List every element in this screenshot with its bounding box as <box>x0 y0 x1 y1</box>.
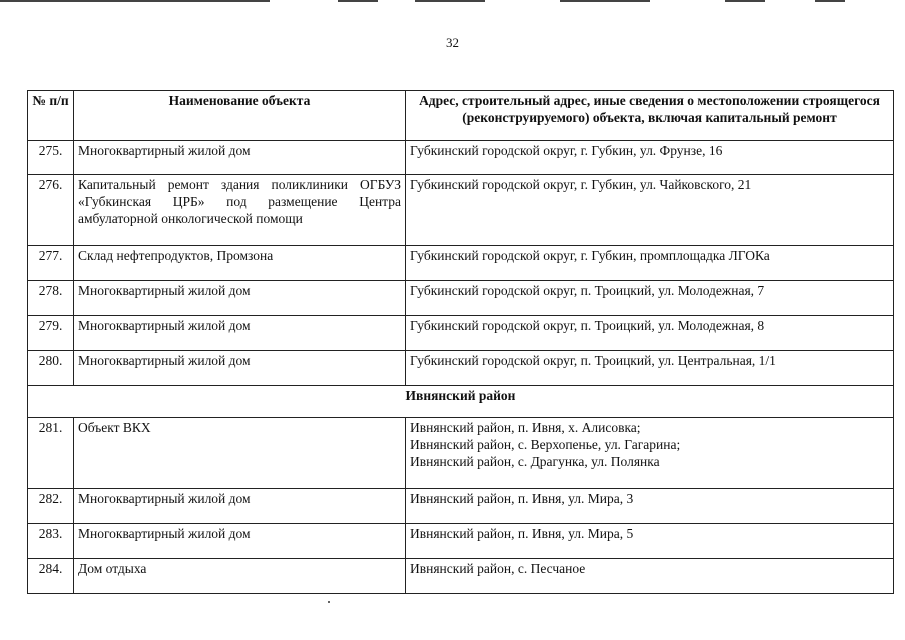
object-address <box>406 316 894 351</box>
object-address <box>406 281 894 316</box>
row-number: 276. <box>28 175 74 246</box>
object-address <box>406 418 894 489</box>
row-number: 284. <box>28 559 74 594</box>
object-name: Капитальный ремонт здания поликлиники ОГБУЗ «Губкинская ЦРБ» под размещение Центра амбулаторной онкологической помощи <box>74 175 406 246</box>
row-number: 275. <box>28 141 74 175</box>
table-row <box>28 175 894 246</box>
page-number: 32 <box>446 35 459 50</box>
district-row <box>28 386 894 418</box>
row-number: 277. <box>28 246 74 281</box>
object-name: Многоквартирный жилой дом <box>74 281 406 316</box>
scan-artifact-line <box>815 0 845 2</box>
scan-artifact-line <box>415 0 485 2</box>
scan-artifact-line <box>725 0 765 2</box>
address-line: Губкинский городской округ, п. Троицкий, ул. Центральная, 1/1 <box>410 353 776 368</box>
table-row <box>28 281 894 316</box>
object-address <box>406 246 894 281</box>
row-number: 279. <box>28 316 74 351</box>
scan-speck <box>328 601 330 603</box>
address-line: Губкинский городской округ, г. Губкин, ул. Чайковского, 21 <box>410 177 752 192</box>
table-row <box>28 524 894 559</box>
district-name: Ивнянский район <box>28 386 894 418</box>
object-name: Многоквартирный жилой дом <box>74 524 406 559</box>
address-line: Губкинский городской округ, г. Губкин, промплощадка ЛГОКа <box>410 248 770 263</box>
address-line: Ивнянский район, с. Песчаное <box>410 561 586 576</box>
scan-artifact-line <box>0 0 270 2</box>
header-num: № п/п <box>28 91 74 141</box>
scan-artifact-line <box>338 0 378 2</box>
row-number: 280. <box>28 351 74 386</box>
table-header-row <box>28 91 894 141</box>
header-name: Наименование объекта <box>74 91 406 141</box>
header-address: Адрес, строительный адрес, иные сведения о местоположении строящегося (реконструируемого) объекта, включая капитальный ремонт <box>406 91 894 141</box>
row-number: 282. <box>28 489 74 524</box>
address-line: Ивнянский район, с. Верхопенье, ул. Гагарина; <box>410 437 681 452</box>
address-line: Губкинский городской округ, г. Губкин, ул. Фрунзе, 16 <box>410 143 723 158</box>
table-row <box>28 316 894 351</box>
object-name: Многоквартирный жилой дом <box>74 489 406 524</box>
object-name: Многоквартирный жилой дом <box>74 141 406 175</box>
object-name: Многоквартирный жилой дом <box>74 351 406 386</box>
object-name: Склад нефтепродуктов, Промзона <box>74 246 406 281</box>
row-number: 283. <box>28 524 74 559</box>
objects-table <box>27 90 894 594</box>
address-line: Губкинский городской округ, п. Троицкий, ул. Молодежная, 7 <box>410 283 765 298</box>
table-row <box>28 351 894 386</box>
object-address <box>406 141 894 175</box>
table-body <box>28 141 894 594</box>
object-address <box>406 351 894 386</box>
table-row <box>28 418 894 489</box>
table-row <box>28 141 894 175</box>
table-row <box>28 559 894 594</box>
table-row <box>28 246 894 281</box>
object-address <box>406 175 894 246</box>
scan-artifact-line <box>560 0 650 2</box>
address-line: Ивнянский район, п. Ивня, ул. Мира, 5 <box>410 526 634 541</box>
address-line: Губкинский городской округ, п. Троицкий, ул. Молодежная, 8 <box>410 318 765 333</box>
address-line: Ивнянский район, п. Ивня, ул. Мира, 3 <box>410 491 634 506</box>
row-number: 281. <box>28 418 74 489</box>
row-number: 278. <box>28 281 74 316</box>
object-address <box>406 559 894 594</box>
object-name: Объект ВКХ <box>74 418 406 489</box>
object-name: Дом отдыха <box>74 559 406 594</box>
object-address <box>406 524 894 559</box>
object-name: Многоквартирный жилой дом <box>74 316 406 351</box>
address-line: Ивнянский район, п. Ивня, х. Алисовка; <box>410 420 641 435</box>
address-line: Ивнянский район, с. Драгунка, ул. Полянка <box>410 454 660 469</box>
object-address <box>406 489 894 524</box>
table-row <box>28 489 894 524</box>
